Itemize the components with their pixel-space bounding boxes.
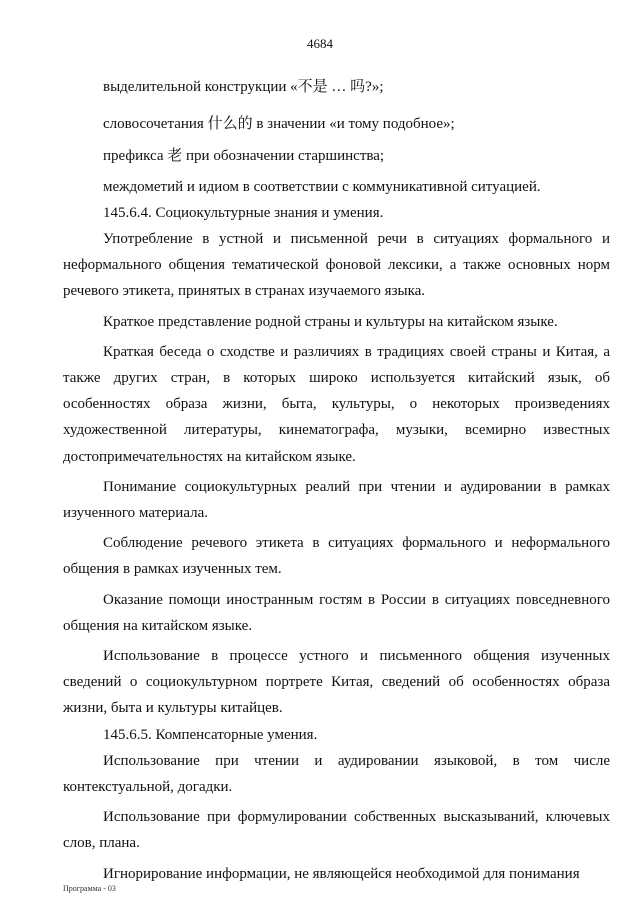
paragraph: Оказание помощи иностранным гостям в России в ситуациях повседневного общения на китайском языке. [63, 591, 610, 634]
paragraph: Краткая беседа о сходстве и различиях в традициях своей страны и Китая, а также других стран, в которых широко используется китайский язык, об особенностях образа жизни, быта, культуры, о некоторых произведениях художественной литературы, кинематографа, музыки, всемирно известных достопримечательностях на китайском языке. [63, 343, 610, 465]
paragraph: Использование в процессе устного и письменного общения изученных сведений о социокультурном портрете Китая, сведений об особенностях образа жизни, быта и культуры китайцев. [63, 648, 610, 717]
paragraph: словосочетания 什么的 в значении «и тому подобное»; [103, 116, 455, 133]
section-heading: 145.6.5. Компенсаторные умения. [103, 726, 318, 743]
paragraph: Использование при чтении и аудировании языковой, в том числе контекстуальной, догадки. [63, 752, 610, 796]
footer-program-code: Программа - 03 [63, 884, 116, 893]
page-number: 4684 [307, 36, 333, 51]
section-heading: 145.6.4. Социокультурные знания и умения. [103, 204, 384, 221]
paragraph: Соблюдение речевого этикета в ситуациях формального и неформального общения в рамках изученных тем. [63, 535, 610, 578]
paragraph: Использование при формулировании собственных высказываний, ключевых слов, плана. [63, 809, 610, 852]
paragraph: Игнорирование информации, не являющейся необходимой для понимания [103, 865, 580, 882]
paragraph: выделительной конструкции «不是 … 吗?»; [103, 79, 384, 95]
paragraph: Употребление в устной и письменной речи в ситуациях формального и неформального общения тематической фоновой лексики, а также основных норм речевого этикета, принятых в странах изучаемого языка. [63, 231, 610, 300]
paragraph: междометий и идиом в соответствии с коммуникативной ситуацией. [103, 178, 541, 195]
document-body [63, 74, 610, 887]
paragraph: префикса 老 при обозначении старшинства; [103, 148, 385, 165]
paragraph: Понимание социокультурных реалий при чтении и аудировании в рамках изученного материала. [63, 478, 610, 522]
paragraph: Краткое представление родной страны и культуры на китайском языке. [103, 313, 558, 330]
